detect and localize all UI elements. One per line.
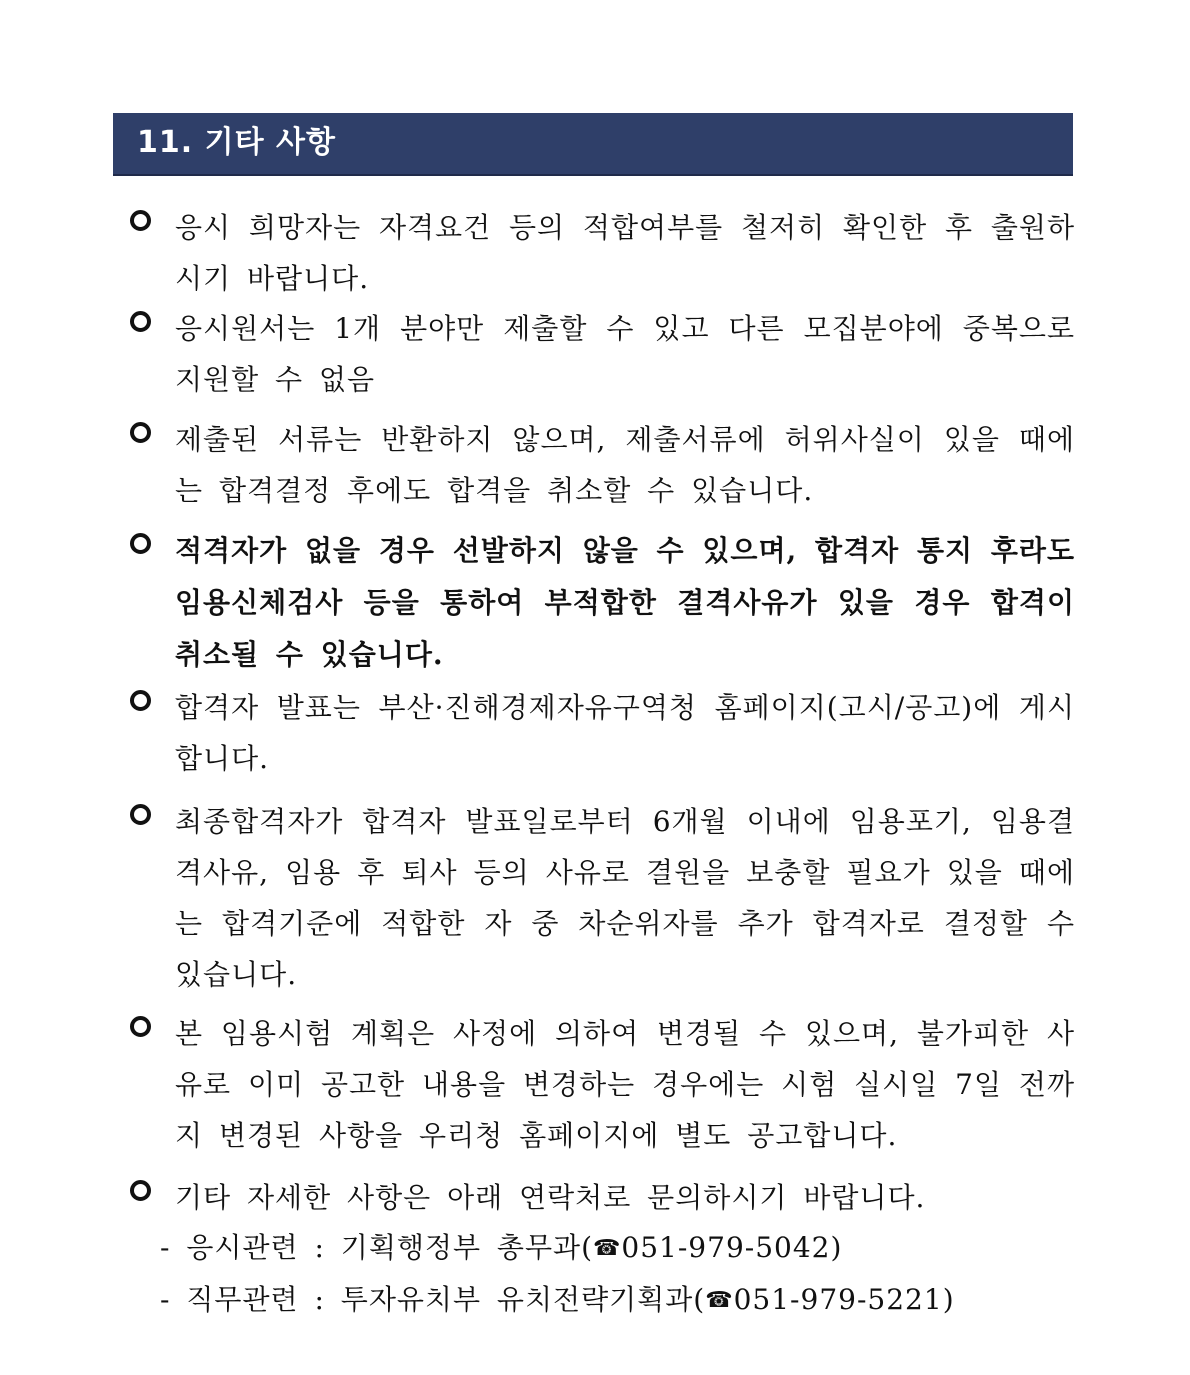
notice-item-documents [130, 414, 1075, 516]
notice-text: 기타 자세한 사항은 아래 연락처로 문의하시기 바랍니다. [175, 1181, 926, 1214]
contact-exam [160, 1228, 842, 1269]
contact-label: - 응시관련 : 기획행정부 총무과( [160, 1231, 593, 1264]
circle-bullet-icon [130, 311, 151, 332]
section-header [113, 113, 1073, 176]
notice-text: 응시원서는 1개 분야만 제출할 수 있고 다른 모집분야에 중복으로 지원할 수 없음 [175, 312, 1075, 396]
contact-suffix: ) [830, 1231, 843, 1264]
circle-bullet-icon [130, 1180, 151, 1201]
notice-item-single-field [130, 303, 1075, 405]
circle-bullet-icon [130, 1016, 151, 1037]
contact-suffix: ) [942, 1283, 955, 1316]
circle-bullet-icon [130, 422, 151, 443]
notice-item-qualification [130, 202, 1075, 304]
section-title: 11. 기타 사항 [137, 125, 336, 160]
circle-bullet-icon [130, 210, 151, 231]
circle-bullet-icon [130, 804, 151, 825]
notice-item-additional-pass [130, 796, 1075, 1000]
contact-label: - 직무관련 : 투자유치부 유치전략기획과( [160, 1283, 706, 1316]
circle-bullet-icon [130, 690, 151, 711]
telephone-icon: ☎ [705, 1288, 734, 1313]
contact-phone: 051-979-5042 [621, 1231, 831, 1264]
notice-text: 적격자가 없을 경우 선발하지 않을 수 있으며, 합격자 통지 후라도 임용신체검사 등을 통하여 부적합한 결격사유가 있을 경우 합격이 취소될 수 있습니다. [175, 534, 1075, 671]
notice-item-disqualification [130, 525, 1075, 681]
notice-item-contact [130, 1172, 1075, 1223]
contact-phone: 051-979-5221 [733, 1283, 943, 1316]
notice-item-plan-change [130, 1008, 1075, 1161]
contact-duty [160, 1280, 955, 1321]
notice-item-announcement [130, 682, 1075, 784]
circle-bullet-icon [130, 533, 151, 554]
notice-text: 응시 희망자는 자격요건 등의 적합여부를 철저히 확인한 후 출원하시기 바랍니다. [175, 211, 1075, 295]
notice-text: 제출된 서류는 반환하지 않으며, 제출서류에 허위사실이 있을 때에는 합격결정 후에도 합격을 취소할 수 있습니다. [175, 423, 1075, 507]
notice-text: 합격자 발표는 부산·진해경제자유구역청 홈페이지(고시/공고)에 게시합니다. [175, 691, 1075, 775]
notice-text: 본 임용시험 계획은 사정에 의하여 변경될 수 있으며, 불가피한 사유로 이미 공고한 내용을 변경하는 경우에는 시험 실시일 7일 전까지 변경된 사항을 우리청 홈페이지에 별도 공고합니다. [175, 1017, 1075, 1152]
notice-text: 최종합격자가 합격자 발표일로부터 6개월 이내에 임용포기, 임용결격사유, 임용 후 퇴사 등의 사유로 결원을 보충할 필요가 있을 때에는 합격기준에 적합한 자 중 차순위자를 추가 합격자로 결정할 수 있습니다. [175, 805, 1075, 991]
telephone-icon: ☎ [593, 1236, 622, 1261]
